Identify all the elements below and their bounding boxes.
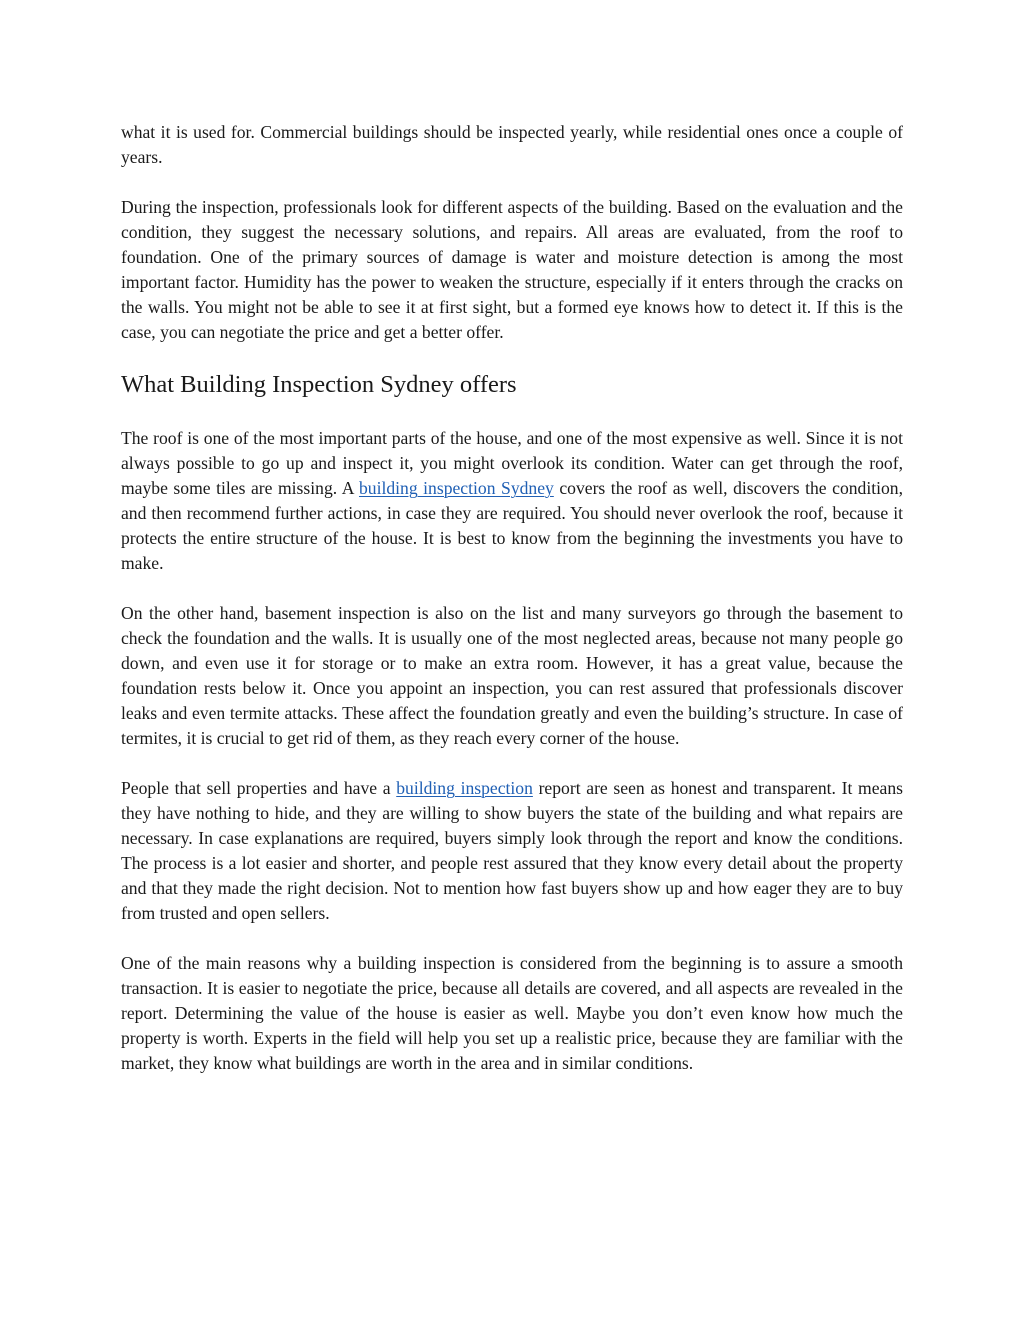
paragraph-roof-text-before: The roof is one of the most important parts of the house, and one of the most expensive as well. Since it is not always possible to go up and inspect it, you might overlook its condition. Water can get through the roof, maybe some tiles are missing. A bbox=[121, 428, 903, 498]
paragraph-transaction: One of the main reasons why a building inspection is considered from the beginning is to assure a smooth transaction. It is easier to negotiate the price, because all details are covered, and all aspects are revealed in the report. Determining the value of the house is easier as well. Maybe you don’t even know how much the property is worth. Experts in the field will help you set up a realistic price, because they are familiar with the market, they know what buildings are worth in the area and in similar conditions. bbox=[121, 953, 903, 1073]
document-body bbox=[121, 120, 903, 1101]
section-heading: What Building Inspection Sydney offers bbox=[121, 371, 517, 398]
paragraph-roof bbox=[121, 426, 903, 576]
link-building-inspection[interactable]: building inspection bbox=[396, 778, 533, 798]
paragraph-roof-text-after: covers the roof as well, discovers the condition, and then recommend further actions, in case they are required. You should never overlook the roof, because it protects the entire structure of the house. It is best to know from the beginning the investments you have to make. bbox=[121, 478, 903, 573]
paragraph-usage-frequency: what it is used for. Commercial buildings should be inspected yearly, while residential ones once a couple of years. bbox=[121, 122, 903, 167]
link-building-inspection-sydney[interactable]: building inspection Sydney bbox=[358, 478, 554, 498]
paragraph-sellers bbox=[121, 776, 903, 926]
paragraph-sellers-text-after: report are seen as honest and transparent. It means they have nothing to hide, and they are willing to show buyers the state of the building and what repairs are necessary. In case explanations are required, buyers simply look through the report and know the conditions. The process is a lot easier and shorter, and people rest assured that they know every detail about the property and that they made the right decision. Not to mention how fast buyers show up and how eager they are to buy from trusted and open sellers. bbox=[121, 778, 903, 923]
paragraph-basement: On the other hand, basement inspection is also on the list and many surveyors go through the basement to check the foundation and the walls. It is usually one of the most neglected areas, because not many people go down, and even use it for storage or to make an extra room. However, it has a great value, because the foundation rests below it. Once you appoint an inspection, you can rest assured that professionals discover leaks and even termite attacks. These affect the foundation greatly and even the building’s structure. In case of termites, it is crucial to get rid of them, as they reach every corner of the house. bbox=[121, 603, 903, 748]
paragraph-sellers-text-before: People that sell properties and have a bbox=[121, 778, 397, 798]
paragraph-inspection-aspects: During the inspection, professionals look for different aspects of the building. Based on the evaluation and the condition, they suggest the necessary solutions, and repairs. All areas are evaluated, from the roof to foundation. One of the primary sources of damage is water and moisture detection is among the most important factor. Humidity has the power to weaken the structure, especially if it enters through the cracks on the walls. You might not be able to see it at first sight, but a formed eye knows how to detect it. If this is the case, you can negotiate the price and get a better offer. bbox=[121, 197, 903, 342]
